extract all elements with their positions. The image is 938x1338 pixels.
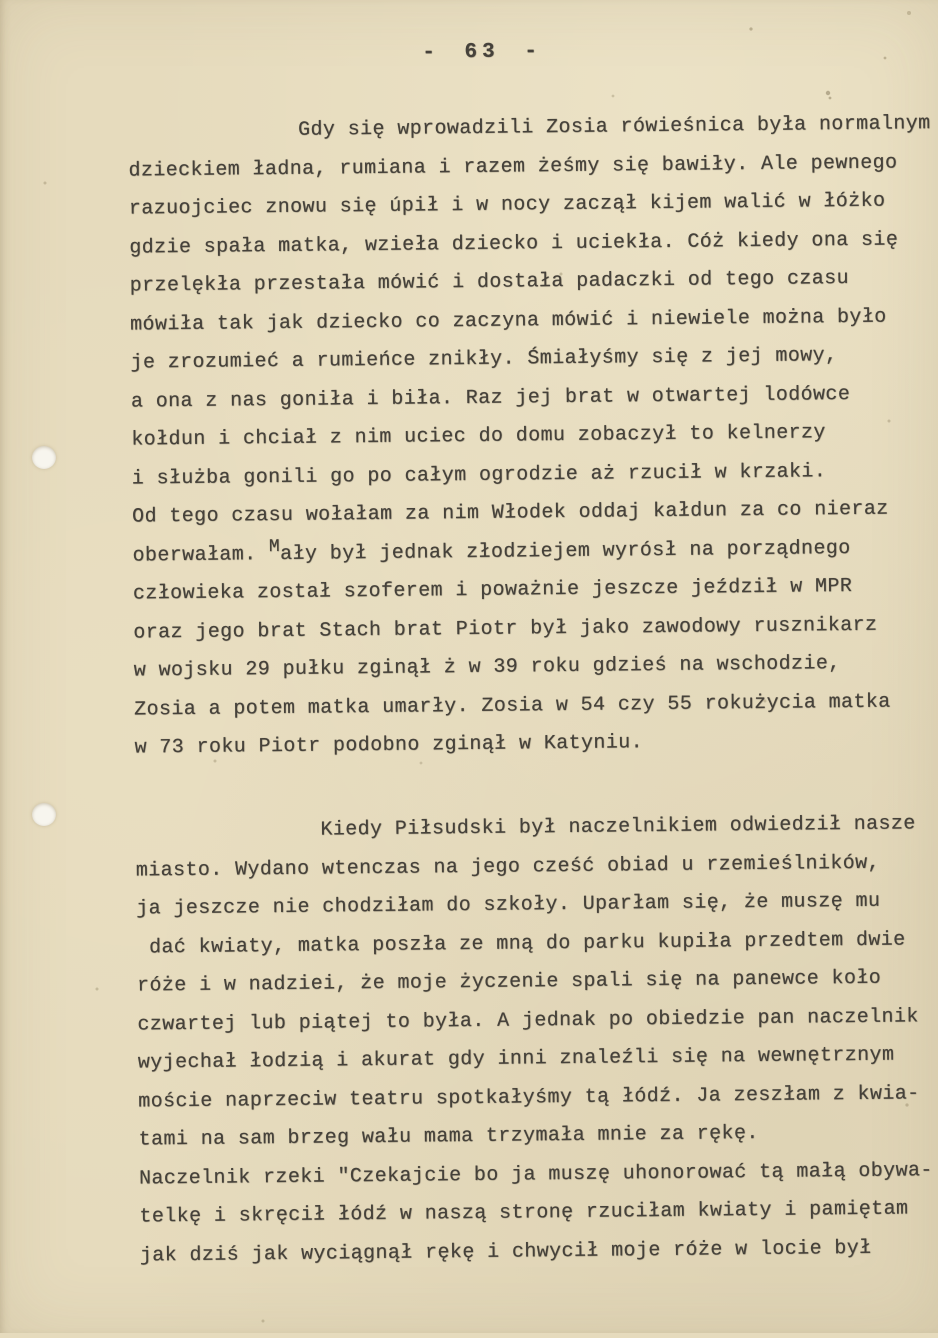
text-line: a ona z nas goniła i biła. Raz jej brat w otwartej lodówce bbox=[130, 382, 851, 414]
text-line: dać kwiaty, matka poszła ze mną do parku kupiła przedtem dwie bbox=[136, 927, 906, 959]
text-line: mówiła tak jak dziecko co zaczyna mówić i niewiele można było bbox=[129, 305, 887, 337]
raised-typed-letter: M bbox=[268, 536, 281, 557]
paragraph-1 bbox=[128, 105, 935, 768]
text-line: człowieka został szoferem i poważnie jeszcze jeździł w MPR bbox=[132, 574, 853, 606]
page-number: - 63 - bbox=[422, 40, 543, 65]
text-line: dzieckiem ładna, rumiana i razem żeśmy się bawiły. Ale pewnego bbox=[128, 150, 898, 183]
paragraph-2 bbox=[135, 805, 938, 1275]
text-line: Zosia a potem matka umarły. Zosia w 54 czy 55 rokużycia matka bbox=[134, 690, 891, 722]
text-line: Gdy się wprowadzili Zosia rówieśnica była normalnym bbox=[297, 112, 931, 142]
hole-punch-bottom bbox=[32, 803, 56, 826]
text-line: Kiedy Piłsudski był naczelnikiem odwiedził nasze bbox=[320, 812, 916, 842]
text-line: przelękła przestała mówić i dostała padaczki od tego czasu bbox=[129, 267, 850, 298]
text-line: telkę i skręcił łódź w naszą stronę rzuciłam kwiaty i pamiętam bbox=[139, 1197, 909, 1229]
text-line: miasto. Wydano wtenczas na jego cześć obiad u rzemieślników, bbox=[135, 851, 881, 883]
hole-punch-top bbox=[32, 446, 56, 469]
text-line: moście naprzeciw teatru spotkałyśmy tą łódź. Ja zeszłam z kwia- bbox=[138, 1081, 920, 1113]
text-line: Od tego czasu wołałam za nim Włodek oddaj kałdun za co nieraz bbox=[131, 497, 889, 529]
paper-specks bbox=[0, 0, 2, 2]
text-line: w 73 roku Piotr podobno zginął w Katyniu. bbox=[134, 731, 644, 760]
text-line: w wojsku 29 pułku zginął ż w 39 roku gdzieś na wschodzie, bbox=[133, 652, 841, 683]
text-line: Naczelnik rzeki "Czekajcie bo ja muszę uhonorować tą małą obywa- bbox=[138, 1158, 933, 1190]
text-segment: ały był jednak złodziejem wyrósł na porządnego bbox=[280, 536, 851, 566]
text-line: razuojciec znowu się úpił i w nocy zaczął kijem walić w łóżko bbox=[128, 189, 886, 221]
text-line: wyjechał łodzią i akurat gdy inni znaleźli się na wewnętrznym bbox=[137, 1043, 895, 1075]
text-line: oraz jego brat Stach brat Piotr był jako zawodowy rusznikarz bbox=[133, 613, 878, 645]
text-line: je zrozumieć a rumieńce znikły. Śmiałyśmy się z jej mowy, bbox=[130, 344, 838, 375]
text-line: róże i w nadziei, że moje życzenie spali się na panewce koło bbox=[136, 966, 882, 998]
text-line: tami na sam brzeg wału mama trzymała mnie za rękę. bbox=[138, 1121, 759, 1152]
text-line: kołdun i chciał z nim uciec do domu zobaczył to kelnerzy bbox=[131, 421, 826, 452]
text-line: jak dziś jak wyciągnął rękę i chwycił moje róże w locie był bbox=[139, 1236, 872, 1267]
text-segment: oberwałam. bbox=[132, 542, 270, 568]
text-line: gdzie spała matka, wzieła dziecko i uciekła. Cóż kiedy ona się bbox=[129, 227, 899, 260]
text-line: ja jeszcze nie chodziłam do szkoły. Uparłam się, że muszę mu bbox=[136, 889, 881, 921]
text-line: i służba gonili go po całym ogrodzie aż rzucił w krzaki. bbox=[131, 459, 827, 491]
text-line: czwartej lub piątej to była. A jednak po obiedzie pan naczelnik bbox=[137, 1004, 919, 1036]
